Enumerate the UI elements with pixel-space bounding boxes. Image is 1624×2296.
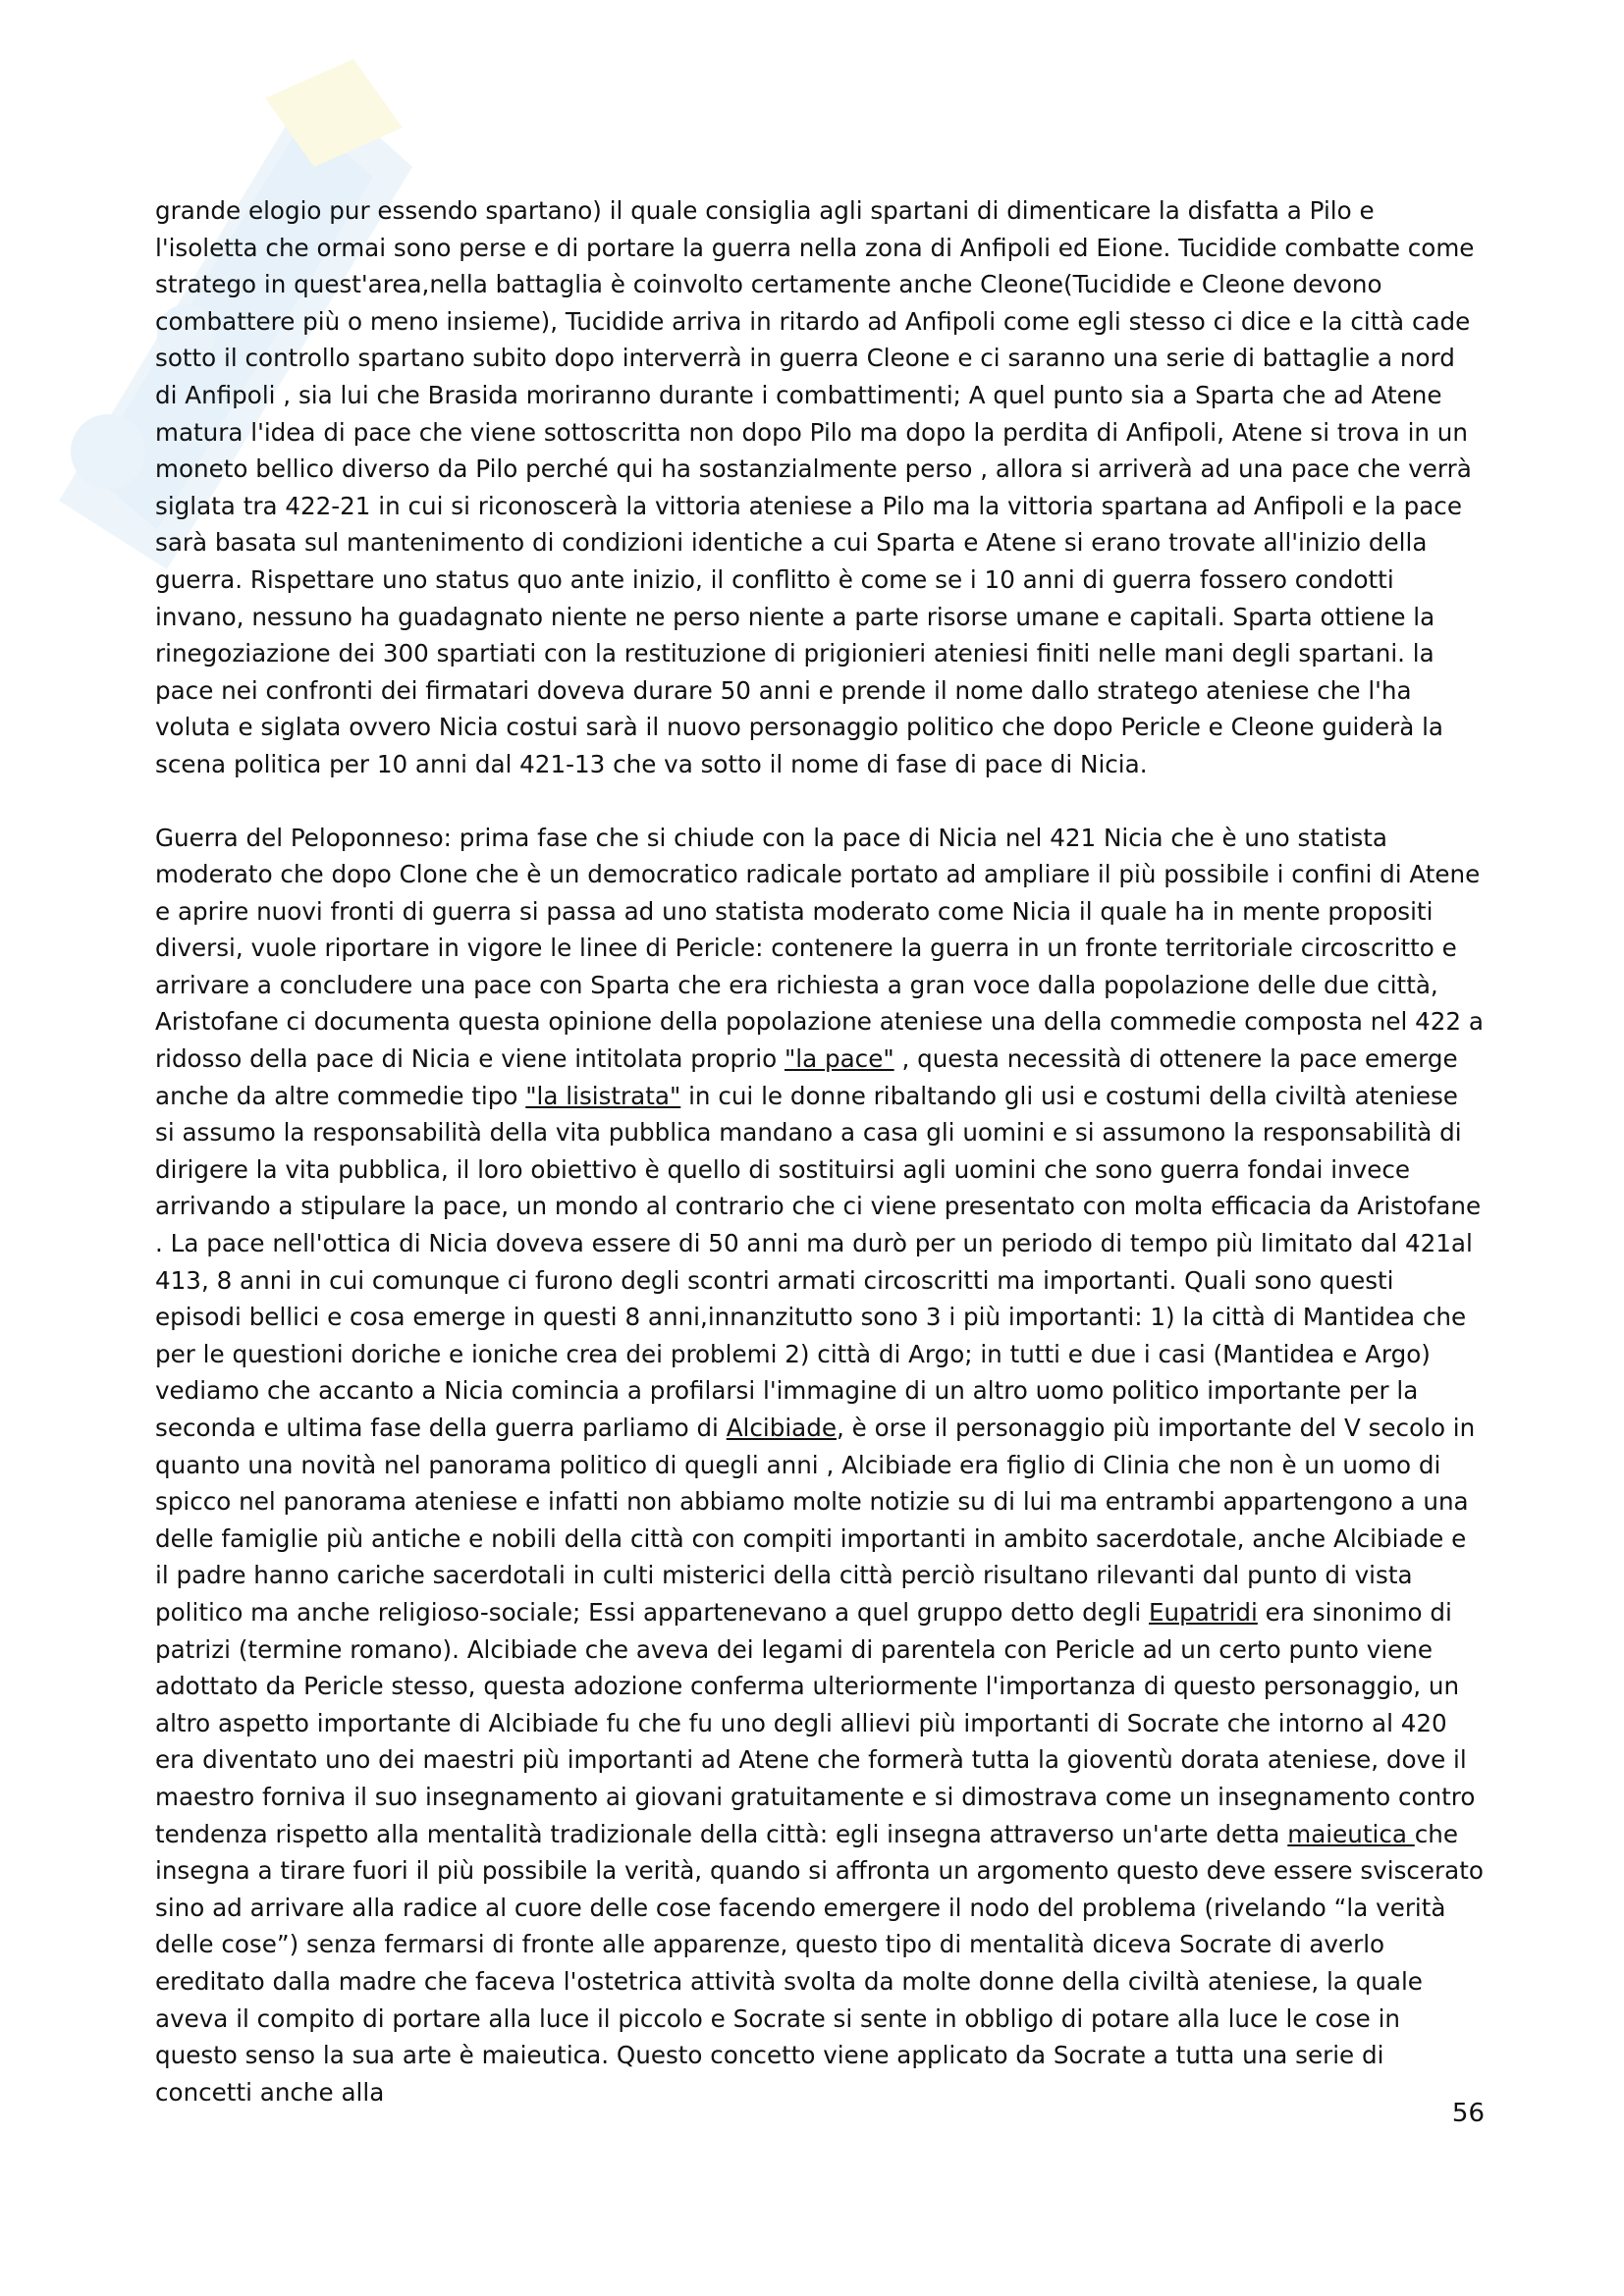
underlined-term-la-lisistrata: "la lisistrata" (525, 1081, 681, 1110)
underlined-term-la-pace: "la pace" (784, 1044, 894, 1074)
paragraph-text: , è orse il personaggio più importante del V secolo in quanto una novità nel panorama politico di quegli anni , Alcibiade era figlio di Clinia che non è un uomo di spicco nel panorama ateniese e infatti non abbiamo molte notizie su di lui ma entrambi appartengono a una delle famiglie più antiche e nobili della città con compiti importanti in ambito sacerdotale, anche Alcibiade e il padre hanno cariche sacerdotali in culti misterici della città perciò risultano rilevanti dal punto di vista politico ma anche religioso-sociale; Essi appartenevano a quel gruppo detto degli (155, 1414, 1476, 1627)
paragraph-text: in cui le donne ribaltando gli usi e costumi della civiltà ateniese si assumo la responsabilità della vita pubblica mandano a casa gli uomini e si assumono la responsabilità di dirigere la vita pubblica, il loro obiettivo è quello di sostituirsi agli uomini che sono guerra fondai invece arrivando a stipulare la pace, un mondo al contrario che ci viene presentato con molta efficacia da Aristofane . La pace nell'ottica di Nicia doveva essere di 50 anni ma durò per un periodo di tempo più limitato dal 421al 413, 8 anni in cui comunque ci furono degli scontri armati circoscritti ma importanti. Quali sono questi episodi bellici e cosa emerge in questi 8 anni,innanzitutto sono 3 i più importanti: 1) la città di Mantidea che per le questioni doriche e ioniche crea dei problemi 2) città di Argo; in tutti e due i casi (Mantidea e Argo) vediamo che accanto a Nicia comincia a profilarsi l'immagine di un altro uomo politico importante per la seconda e ultima fase della guerra parliamo di (155, 1081, 1482, 1442)
paragraph-text: Guerra del Peloponneso: prima fase che si chiude con la pace di Nicia nel 421 Nicia che è uno statista moderato che dopo Clone che è un democratico radicale portato ad ampliare il più possibile i confini di Atene e aprire nuovi fronti di guerra si passa ad uno statista moderato come Nicia il quale ha in mente propositi diversi, vuole riportare in vigore le linee di Pericle: contenere la guerra in un fronte territoriale circoscritto e arrivare a concludere una pace con Sparta che era richiesta a gran voce dalla popolazione delle due città, Aristofane ci documenta questa opinione della popolazione ateniese una della commedie composta nel 422 a ridosso della pace di Nicia e viene intitolata proprio (155, 823, 1484, 1074)
underlined-term-eupatridi: Eupatridi (1149, 1597, 1258, 1627)
paragraph-text: , questa necessità di ottenere la pace emerge anche da altre commedie tipo (155, 1044, 1458, 1110)
page-number: 56 (1451, 2099, 1485, 2128)
paragraph-text: era sinonimo di patrizi (termine romano). Alcibiade che aveva dei legami di parentela con Pericle ad un certo punto viene adottato da Pericle stesso, questa adozione conferma ulteriormente l'importanza di questo personaggio, un altro aspetto importante di Alcibiade fu che fu uno degli allievi più importanti di Socrate che intorno al 420 era diventato uno dei maestri più importanti ad Atene che formerà tutta la gioventù dorata ateniese, dove il maestro forniva il suo insegnamento ai giovani gratuitamente e si dimostrava come un insegnamento contro tendenza rispetto alla mentalità tradizionale della città: egli insegna attraverso un'arte detta (155, 1597, 1476, 1848)
underlined-term-maieutica: maieutica (1287, 1819, 1415, 1848)
document-body (155, 192, 1485, 2110)
paragraph-text: che insegna a tirare fuori il più possibile la verità, quando si affronta un argomento questo deve essere sviscerato sino ad arrivare alla radice al cuore delle cose facendo emergere il nodo del problema (rivelando “la verità delle cose”) senza fermarsi di fronte alle apparenze, questo tipo di mentalità diceva Socrate di averlo ereditato dalla madre che faceva l'ostetrica attività svolta da molte donne della civiltà ateniese, la quale aveva il compito di portare alla luce il piccolo e Socrate si sente in obbligo di potare alla luce le cose in questo senso la sua arte è maieutica. Questo concetto viene applicato da Socrate a tutta una serie di concetti anche alla (155, 1819, 1484, 2107)
paragraph (155, 820, 1485, 2111)
underlined-term-alcibiade: Alcibiade (726, 1414, 837, 1442)
paragraph: grande elogio pur essendo spartano) il quale consiglia agli spartani di dimenticare la disfatta a Pilo e l'isoletta che ormai sono perse e di portare la guerra nella zona di Anfipoli ed Eione. Tucidide combatte come stratego in quest'area,nella battaglia è coinvolto certamente anche Cleone(Tucidide e Cleone devono combattere più o meno insieme), Tucidide arriva in ritardo ad Anfipoli come egli stesso ci dice e la città cade sotto il controllo spartano subito dopo interverrà in guerra Cleone e ci saranno una serie di battaglie a nord di Anfipoli , sia lui che Brasida moriranno durante i combattimenti; A quel punto sia a Sparta che ad Atene matura l'idea di pace che viene sottoscritta non dopo Pilo ma dopo la perdita di Anfipoli, Atene si trova in un moneto bellico diverso da Pilo perché qui ha sostanzialmente perso , allora si arriverà ad una pace che verrà siglata tra 422-21 in cui si riconoscerà la vittoria ateniese a Pilo ma la vittoria spartana ad Anfipoli e la pace sarà basata sul mantenimento di condizioni identiche a cui Sparta e Atene si erano trovate all'inizio della guerra. Rispettare uno status quo ante inizio, il conflitto è come se i 10 anni di guerra fossero condotti invano, nessuno ha guadagnato niente ne perso niente a parte risorse umane e capitali. Sparta ottiene la rinegoziazione dei 300 spartiati con la restituzione di prigionieri ateniesi finiti nelle mani degli spartani. la pace nei confronti dei firmatari doveva durare 50 anni e prende il nome dallo stratego ateniese che l'ha voluta e siglata ovvero Nicia costui sarà il nuovo personaggio politico che dopo Pericle e Cleone guiderà la scena politica per 10 anni dal 421-13 che va sotto il nome di fase di pace di Nicia. (155, 196, 1475, 778)
